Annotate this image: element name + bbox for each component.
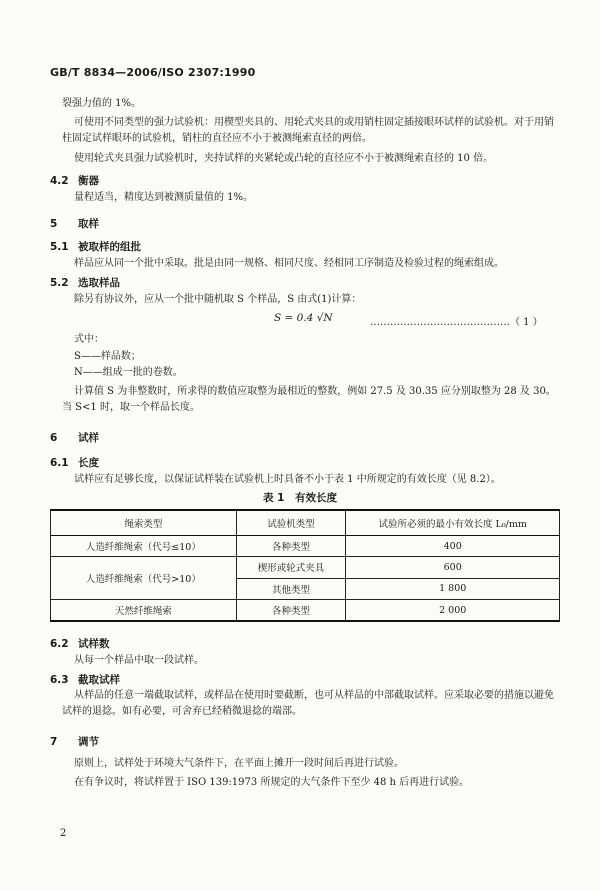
paragraph-4-2: 量程适当，精度达到被测质量值的 1%。 <box>74 192 254 203</box>
formula-sample-count: S = 0.4 √N <box>274 312 333 324</box>
table-cell: 1 800 <box>346 578 560 600</box>
section-6-2-heading: 6.2 试样数 <box>50 638 110 650</box>
table-cell: 2 000 <box>346 600 560 622</box>
paragraph-continuation: 裂强力值的 1%。 <box>62 98 142 109</box>
section-6-1-heading: 6.1 长度 <box>50 457 99 469</box>
paragraph-rounding: 计算值 S 为非整数时，所求得的数值应取整为最相近的整数，例如 27.5 及 30.35 应分别取整为 28 及 30。当 S<1 时，取一个样品长度。 <box>62 386 556 413</box>
table-cell: 楔形或轮式夹具 <box>236 557 346 579</box>
effective-length-table <box>50 509 560 622</box>
section-4-2-heading: 4.2 衡器 <box>50 175 99 187</box>
table-row <box>51 600 560 622</box>
table-cell: 其他类型 <box>236 578 346 600</box>
paragraph-wheel-clamp: 使用轮式夹具强力试验机时，夹持试样的夹紧轮或凸轮的直径应不小于被测绳索直径的 10 倍。 <box>74 153 494 164</box>
table-row <box>51 557 560 579</box>
paragraph-5-1: 样品应从同一个批中采取。批是由同一规格、相同尺度、经相同工序制造及检验过程的绳索组成。 <box>74 258 504 269</box>
table-cell: 各种类型 <box>236 536 346 557</box>
section-5-heading: 5 取样 <box>50 218 99 230</box>
paragraph-6-3: 从样品的任意一端截取试样，或样品在使用时要截断，也可从样品的中部截取试样。应采取必要的措施以避免试样的退捻。如有必要，可舍弃已经稍微退捻的端部。 <box>62 690 554 717</box>
table-cell: 天然纤维绳索 <box>51 600 237 622</box>
definition-s: S——样品数； <box>74 351 141 362</box>
section-6-3-heading: 6.3 截取试样 <box>50 674 120 686</box>
formula-equation-number: ……………………………………（ 1 ） <box>370 317 543 328</box>
page-number: 2 <box>60 828 67 839</box>
table-header-cell: 试验所必须的最小有效长度 L₀/mm <box>346 510 560 536</box>
table-cell: 400 <box>346 536 560 557</box>
table-header-cell: 试验机类型 <box>236 510 346 536</box>
paragraph-6-1: 试样应有足够长度，以保证试样装在试验机上时具备不小于表 1 中所规定的有效长度（见 8.2）。 <box>74 474 501 485</box>
section-5-2-heading: 5.2 选取样品 <box>50 277 120 289</box>
paragraph-fixtures: 可使用不同类型的强力试验机：用楔型夹具的、用轮式夹具的或用销柱固定插接眼环试样的试验机。对于用销柱固定试样眼环的试验机，销柱的直径应不小于被测绳索直径的两倍。 <box>62 117 554 144</box>
table-caption: 表 1 有效长度 <box>263 492 337 504</box>
table-cell: 600 <box>346 557 560 579</box>
table-header-row <box>51 510 560 536</box>
standard-header: GB/T 8834—2006/ISO 2307:1990 <box>50 66 256 79</box>
table-header-cell: 绳索类型 <box>51 510 237 536</box>
section-6-heading: 6 试样 <box>50 432 99 444</box>
paragraph-7-2: 在有争议时，将试样置于 ISO 139:1973 所规定的大气条件下至少 48 h 后再进行试验。 <box>74 777 470 788</box>
table-row <box>51 536 560 557</box>
table-cell: 人造纤维绳索（代号≤10） <box>51 536 237 557</box>
section-7-heading: 7 调节 <box>50 736 99 748</box>
definition-n: N——组成一批的卷数。 <box>74 367 183 378</box>
table-cell: 人造纤维绳索（代号>10） <box>51 557 237 600</box>
paragraph-7-1: 原则上，试样处于环境大气条件下，在平面上摊开一段时间后再进行试验。 <box>74 758 404 769</box>
table-cell: 各种类型 <box>236 600 346 622</box>
paragraph-5-2: 除另有协议外，应从一个批中随机取 S 个样品，S 由式(1)计算： <box>74 294 362 305</box>
where-label: 式中： <box>74 334 104 345</box>
paragraph-6-2: 从每一个样品中取一段试样。 <box>74 655 204 666</box>
section-5-1-heading: 5.1 被取样的组批 <box>50 241 141 253</box>
